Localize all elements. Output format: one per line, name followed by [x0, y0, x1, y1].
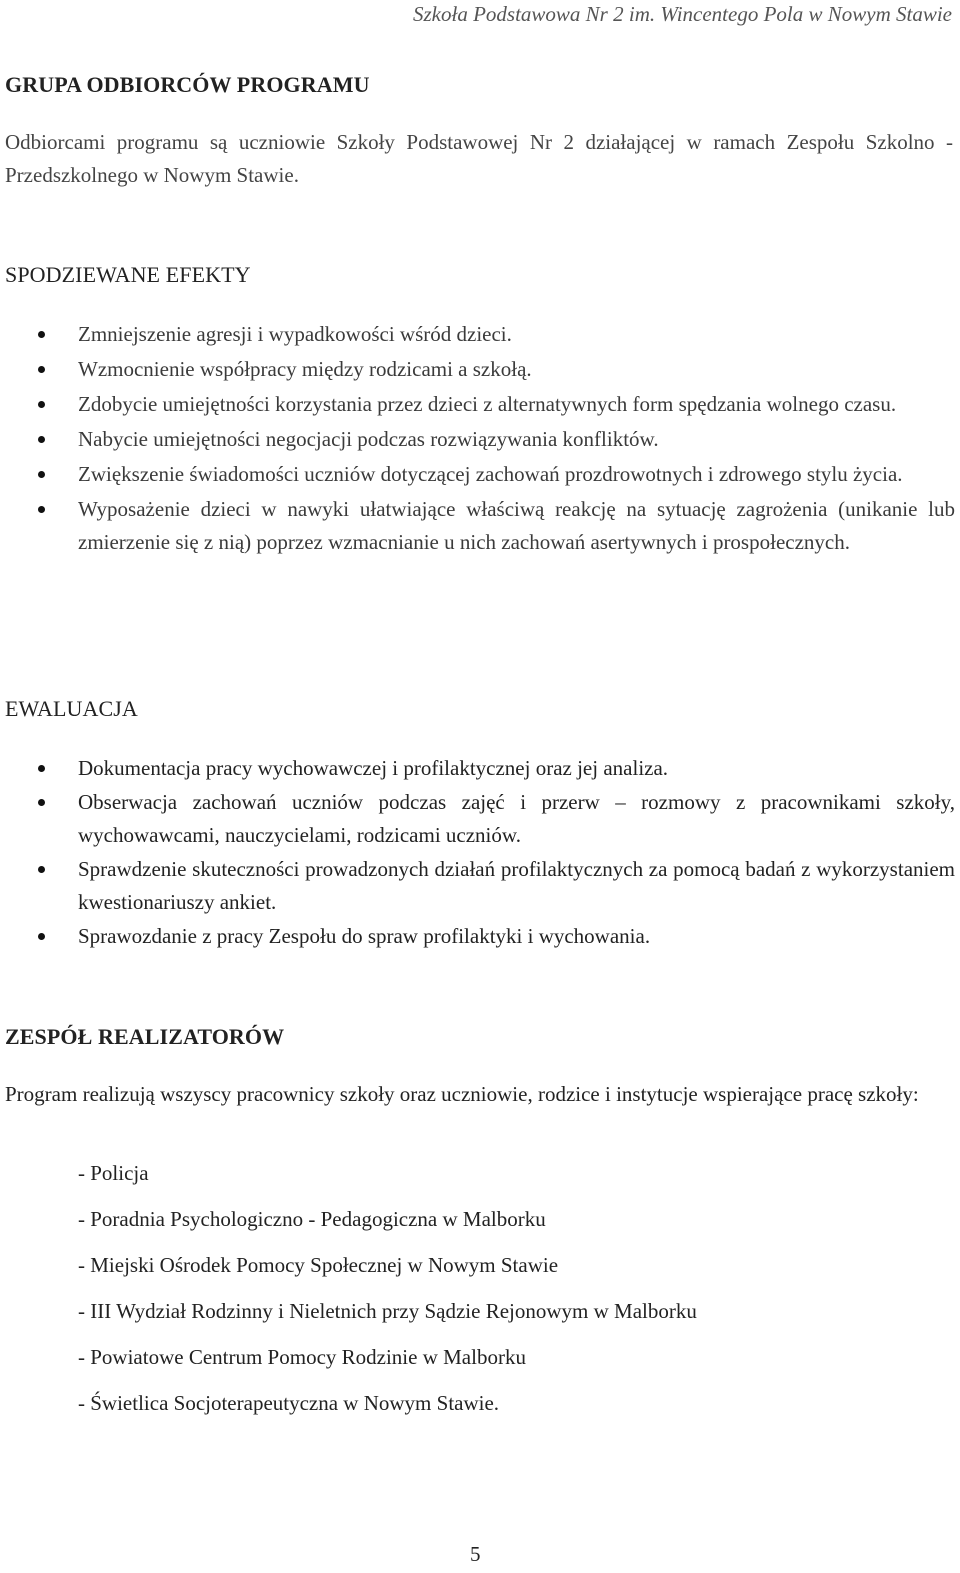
- page-number: 5: [470, 1542, 481, 1566]
- list-item-text: Zmniejszenie agresji i wypadkowości wśród dzieci.: [78, 322, 512, 346]
- list-item-text: Sprawdzenie skuteczności prowadzonych działań profilaktycznych za pomocą badań z wykorzystaniem kwestionariuszy ankiet.: [78, 857, 955, 914]
- list-item: - Miejski Ośrodek Pomocy Społecznej w Nowym Stawie: [78, 1253, 559, 1277]
- evaluation-heading: EWALUACJA: [5, 696, 138, 721]
- running-header: Szkoła Podstawowa Nr 2 im. Wincentego Pola w Nowym Stawie: [413, 2, 952, 26]
- bullet-icon: [38, 401, 45, 408]
- list-item-text: Zdobycie umiejętności korzystania przez dzieci z alternatywnych form spędzania wolnego czasu.: [78, 392, 897, 416]
- list-item-text: Nabycie umiejętności negocjacji podczas rozwiązywania konfliktów.: [78, 427, 659, 451]
- team-heading: ZESPÓŁ REALIZATORÓW: [5, 1024, 285, 1049]
- list-item-text: Zwiększenie świadomości uczniów dotyczącej zachowań prozdrowotnych i zdrowego stylu życia.: [78, 462, 903, 486]
- list-item-text: Wzmocnienie współpracy między rodzicami a szkołą.: [78, 357, 532, 381]
- list-item: [0, 458, 955, 491]
- team-paragraph: Program realizują wszyscy pracownicy szkoły oraz uczniowie, rodzice i instytucje wspierające pracę szkoły:: [5, 1082, 919, 1106]
- list-item-text: Wyposażenie dzieci w nawyki ułatwiające właściwą reakcję na sytuację zagrożenia (unikanie lub zmierzenie się z nią) poprzez wzmacnianie u nich zachowań asertywnych i prospołecznych.: [78, 497, 955, 554]
- bullet-icon: [38, 799, 45, 806]
- institutions-list: [78, 1158, 697, 1434]
- effects-list: [0, 318, 955, 559]
- list-item: [0, 752, 955, 785]
- list-item: [0, 353, 955, 386]
- recipients-heading: GRUPA ODBIORCÓW PROGRAMU: [5, 72, 370, 97]
- bullet-icon: [38, 471, 45, 478]
- bullet-icon: [38, 506, 45, 513]
- list-item-text: Sprawozdanie z pracy Zespołu do spraw profilaktyki i wychowania.: [78, 924, 651, 948]
- evaluation-list: [0, 752, 955, 953]
- list-item: [0, 920, 955, 953]
- list-item: [0, 853, 955, 919]
- list-item: - Poradnia Psychologiczno - Pedagogiczna w Malborku: [78, 1207, 546, 1231]
- list-item: [0, 388, 955, 421]
- list-item: [0, 318, 955, 351]
- list-item-text: Obserwacja zachowań uczniów podczas zajęć i przerw – rozmowy z pracownikami szkoły, wychowawcami, nauczycielami, rodzicami uczniów.: [78, 790, 955, 847]
- list-item: [0, 423, 955, 456]
- list-item: - Powiatowe Centrum Pomocy Rodzinie w Malborku: [78, 1345, 526, 1369]
- bullet-icon: [38, 436, 45, 443]
- bullet-icon: [38, 366, 45, 373]
- list-item: [0, 786, 955, 852]
- effects-heading: SPODZIEWANE EFEKTY: [5, 262, 251, 287]
- bullet-icon: [38, 933, 45, 940]
- list-item: - III Wydział Rodzinny i Nieletnich przy Sądzie Rejonowym w Malborku: [78, 1299, 697, 1323]
- list-item: [0, 493, 955, 559]
- list-item: - Policja: [78, 1161, 149, 1185]
- bullet-icon: [38, 765, 45, 772]
- recipients-paragraph: Odbiorcami programu są uczniowie Szkoły Podstawowej Nr 2 działającej w ramach Zespołu Szkolno - Przedszkolnego w Nowym Stawie.: [5, 130, 953, 187]
- list-item: - Świetlica Socjoterapeutyczna w Nowym Stawie.: [78, 1391, 500, 1415]
- bullet-icon: [38, 866, 45, 873]
- list-item-text: Dokumentacja pracy wychowawczej i profilaktycznej oraz jej analiza.: [78, 756, 669, 780]
- bullet-icon: [38, 331, 45, 338]
